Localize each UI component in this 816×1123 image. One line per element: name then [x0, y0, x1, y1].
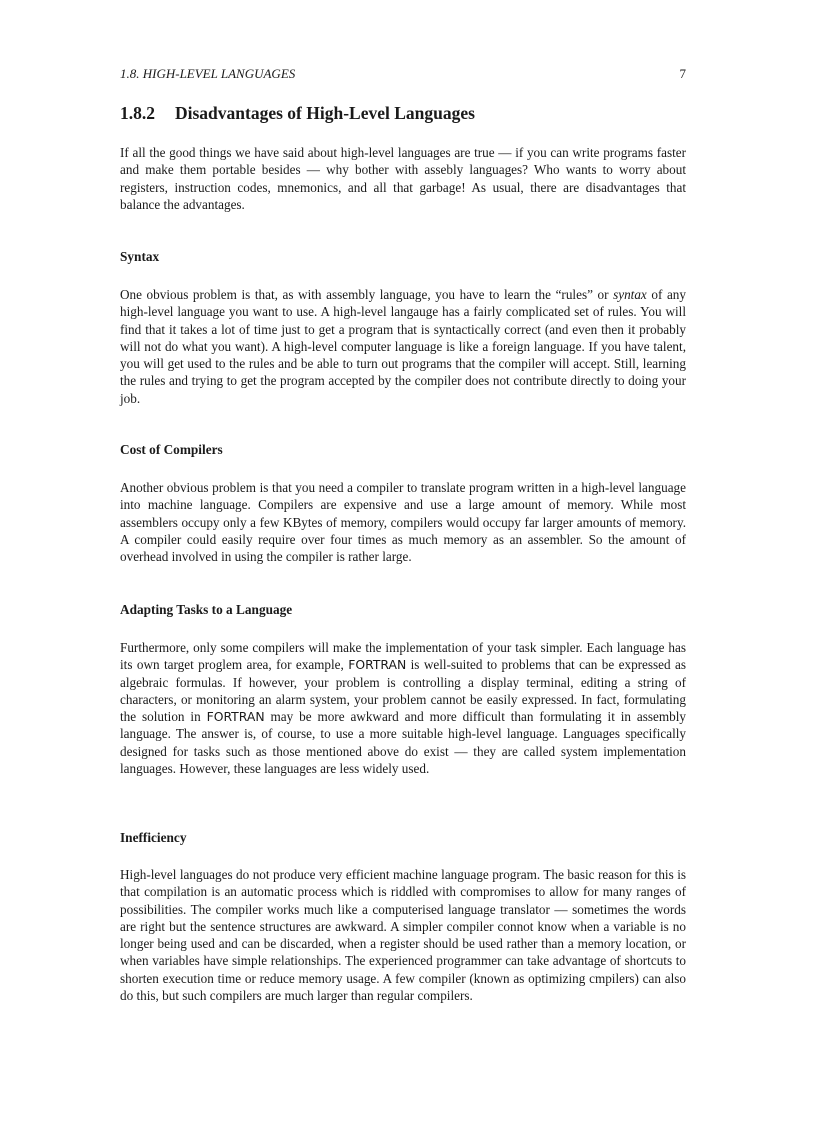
adapting-heading-block	[120, 602, 686, 618]
page-number: 7	[679, 66, 686, 81]
cost-block	[120, 479, 686, 565]
section-title	[120, 103, 686, 124]
section-number: 1.8.2	[120, 103, 155, 123]
inefficiency-heading: Inefficiency	[120, 830, 187, 845]
syntax-block	[120, 286, 686, 407]
syntax-text-2: of any high-level language you want to use. A high-level langauge has a fairly complicated set of rules. You will find that it takes a lot of time just to get a program that is syntactically correct (and even then it probably will not do what you want). A high-level computer language is like a foreign language. If you have talent, you will get used to the rules and be able to turn out programs that the compiler will accept. Still, learning the rules and trying to get the program accepted by the compiler does not contribute directly to doing your job.	[120, 287, 686, 406]
syntax-heading-block	[120, 249, 686, 265]
inefficiency-heading-block	[120, 830, 686, 846]
adapting-heading: Adapting Tasks to a Language	[120, 602, 293, 617]
running-header-section: 1.8. HIGH-LEVEL LANGUAGES	[120, 66, 296, 81]
syntax-heading: Syntax	[120, 249, 160, 264]
intro-paragraph: If all the good things we have said about high-level languages are true — if you can write programs faster and make them portable besides — why bother with assebly languages? Who wants to worry about registers, instruction codes, mnemonics, and all that garbage! As usual, there are disadvantages that balance the advantages.	[120, 145, 686, 212]
inefficiency-paragraph: High-level languages do not produce very efficient machine language program. The basic reason for this is that compilation is an automatic process which is riddled with compromises to allow for many ranges of possibilities. The compiler works much like a computerised language translator — sometimes the words are right but the sentence structures are awkward. A simpler compiler connot know when a variable is no longer being used and can be discarded, when a register should be used rather than a memory location, or when variables have simple relationships. The experienced programmer can take advantage of shortcuts to shorten execution time or reduce memory usage. A few compiler (known as optimizing cmpilers) can also do this, but such compilers are much larger than regular compilers.	[120, 867, 686, 1004]
syntax-text-1: One obvious problem is that, as with assembly language, you have to learn the “rules” or	[120, 287, 614, 302]
syntax-paragraph	[120, 286, 686, 407]
running-header	[120, 66, 686, 82]
adapting-text-3: may be more awkward and more difficult than formulating it in assembly language. The answer is, of course, to use a more suitable high-level language. Languages specifically designed for tasks such as those mentioned above do exist — they are called system implementation languages. However, these languages are less widely used.	[120, 709, 686, 777]
adapting-block	[120, 639, 686, 777]
intro-block	[120, 144, 686, 213]
adapting-text-1: Furthermore, only some compilers will make the implementation of your task simpler. Each language has its own target proglem area, for example,	[120, 640, 686, 673]
cost-heading-block	[120, 442, 686, 458]
syntax-emphasis: syntax	[613, 287, 647, 302]
adapting-text-2: is well-suited to problems that can be expressed as algebraic formulas. If however, your problem is controlling a display terminal, editing a string of characters, or monitoring an alarm system, your problem cannot be easily expressed. In fact, formulating the solution in	[120, 657, 686, 725]
fortran-term-2: FORTRAN	[206, 709, 265, 725]
inefficiency-block	[120, 866, 686, 1004]
cost-paragraph: Another obvious problem is that you need a compiler to translate program written in a high-level language into machine language. Compilers are expensive and use a large amount of memory. While most assemblers occupy only a few KBytes of memory, compilers would occupy far larger amounts of memory. A compiler could easily require over four times as much memory as an assembler. So the amount of overhead involved in using the compiler is rather large.	[120, 480, 686, 565]
section-title-text: Disadvantages of High-Level Languages	[175, 103, 475, 123]
adapting-paragraph	[120, 639, 686, 777]
cost-heading: Cost of Compilers	[120, 442, 223, 457]
fortran-term-1: FORTRAN	[348, 657, 407, 673]
